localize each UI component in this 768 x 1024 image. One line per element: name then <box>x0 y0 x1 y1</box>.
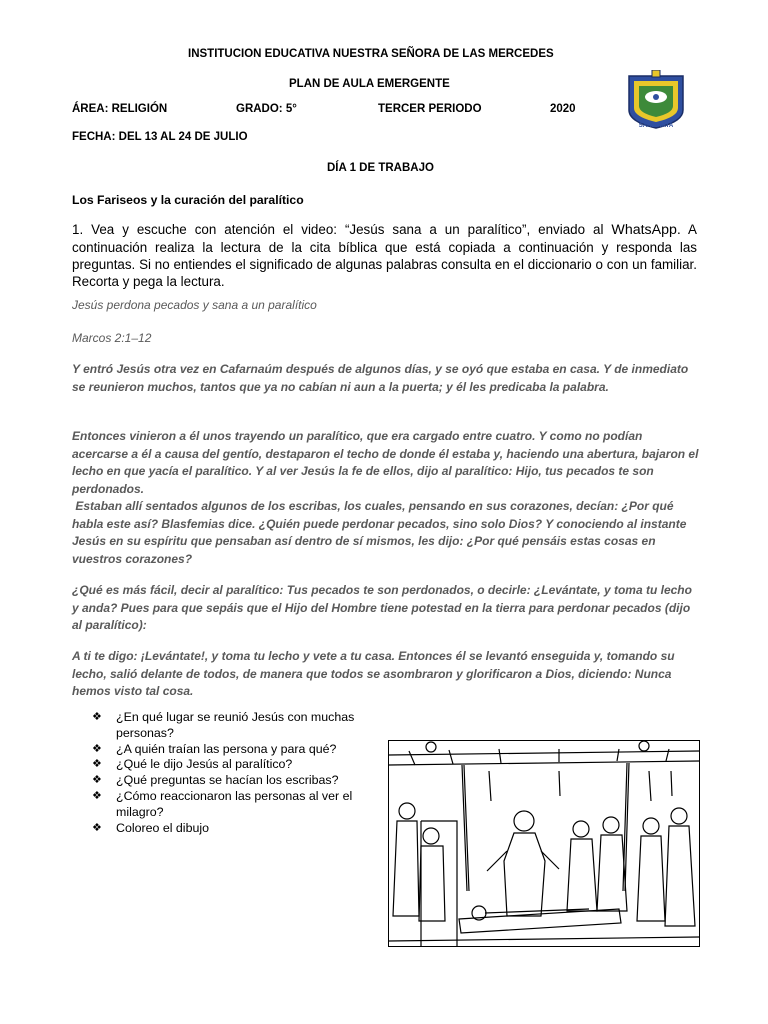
institution-name: INSTITUCION EDUCATIVA NUESTRA SEÑORA DE LAS MERCEDES <box>188 48 554 60</box>
reading-paragraph-2: Entonces vinieron a él unos trayendo un paralítico, que era cargado entre cuatro. Y como no podían acercarse a él a causa del gentío, destaparon el techo de donde él estaba y, haciendo una abertura, bajaron el lecho en que yacía el paralítico. Y al ver Jesús la fe de ellos, dijo al paralítico: Hijo, tus pecados te son perdonados. <box>72 429 699 496</box>
instructions-part1: 1. Vea y escuche con atención el video: “Jesús sana a un paralítico”, enviado al <box>72 222 612 237</box>
diamond-bullet-icon: ❖ <box>92 758 102 771</box>
instructions-paragraph <box>72 221 697 290</box>
reading-title: Jesús perdona pecados y sana a un paralítico <box>72 298 317 312</box>
diamond-bullet-icon: ❖ <box>92 789 102 802</box>
reading-paragraph-3: Estaban allí sentados algunos de los escribas, los cuales, pensando en sus corazones, decían: ¿Por qué habla este así? Blasfemias dice. ¿Quién puede perdonar pecados, sino solo Dios? Y conociendo al instante Jesús en su espíritu que pensaban así dentro de sí mismos, les dijo: ¿Por qué pensáis estas cosas en vuestros corazones? <box>72 499 690 566</box>
reading-paragraph-5: A ti te digo: ¡Levántate!, y toma tu lecho y vete a tu casa. Entonces él se levantó enseguida y, tomando su lecho, salió delante de todos, de manera que todos se asombraron y glorificaron a Dios, diciendo: Nunca hemos visto tal cosa. <box>72 649 675 698</box>
question-item: ❖ Coloreo el dibujo <box>92 820 209 835</box>
plan-title: PLAN DE AULA EMERGENTE <box>289 78 450 90</box>
reading-paragraph-4: ¿Qué es más fácil, decir al paralítico: Tus pecados te son perdonados, o decirle: ¿Levántate, y toma tu lecho y anda? Pues para que sepáis que el Hijo del Hombre tiene potestad en la tierra para perdonar pecados (dijo al paralítico): <box>72 583 692 632</box>
logo-text: SARDINATA <box>638 123 674 129</box>
diamond-bullet-icon: ❖ <box>92 774 102 787</box>
coloring-illustration <box>388 740 700 947</box>
school-logo <box>625 70 687 132</box>
reading-paragraph-1: Y entró Jesús otra vez en Cafarnaúm después de algunos días, y se oyó que estaba en casa. Y de inmediato se reunieron muchos, tantos que ya no cabían ni aun a la puerta; y él les predicaba la palabra. <box>72 362 689 394</box>
questions-list <box>92 710 392 836</box>
area-label: ÁREA: RELIGIÓN <box>72 103 168 115</box>
whatsapp-word: WhatsApp. <box>611 222 681 238</box>
day-label: DÍA 1 DE TRABAJO <box>327 162 434 174</box>
year-label: 2020 <box>550 103 576 115</box>
period-label: TERCER PERIODO <box>378 103 482 115</box>
instructions-part2: A continuación realiza la lectura de la cita bíblica que está copiada a continuación y responda las preguntas. Si no entiendes el significado de algunas palabras consulta en el diccionario o con un familiar. Recorta y pega la lectura. <box>72 222 697 289</box>
question-item: ❖ ¿Cómo reaccionaron las personas al ver el milagro? <box>92 788 353 819</box>
date-label: FECHA: DEL 13 AL 24 DE JULIO <box>72 131 248 143</box>
question-item: ❖ ¿A quién traían las persona y para qué? <box>92 741 337 756</box>
question-item: ❖ ¿Qué le dijo Jesús al paralítico? <box>92 757 293 772</box>
diamond-bullet-icon: ❖ <box>92 711 102 723</box>
diamond-bullet-icon: ❖ <box>92 821 102 834</box>
question-item: ❖ ¿Qué preguntas se hacían los escribas? <box>92 773 339 788</box>
question-item: ❖ ¿En qué lugar se reunió Jesús con muchas personas? <box>92 710 355 740</box>
topic-title: Los Fariseos y la curación del paralítico <box>72 193 304 207</box>
jesus-healing-paralytic-drawing-icon <box>389 741 699 946</box>
reading-citation: Marcos 2:1–12 <box>72 331 152 345</box>
diamond-bullet-icon: ❖ <box>92 742 102 755</box>
grade-label: GRADO: 5° <box>236 103 297 115</box>
